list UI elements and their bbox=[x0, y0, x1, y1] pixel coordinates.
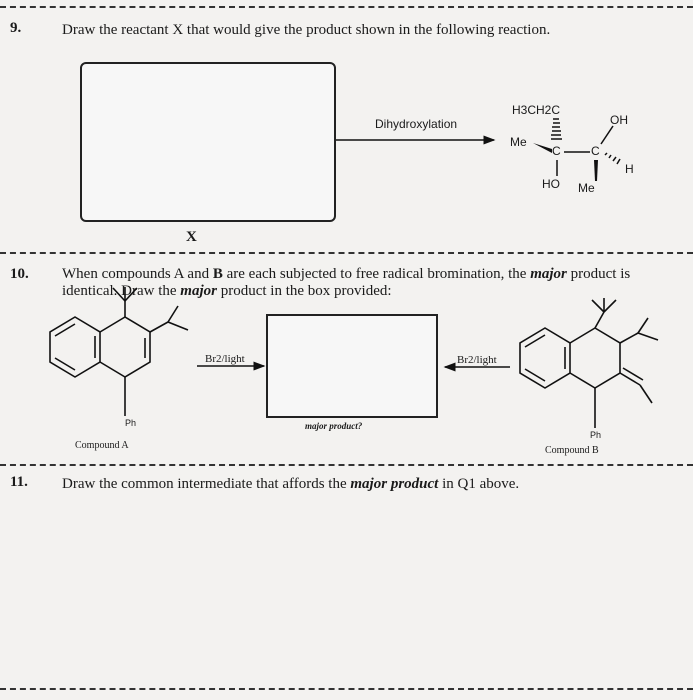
product-c1-label: C bbox=[552, 144, 561, 158]
reactant-x-label: X bbox=[186, 229, 197, 245]
q10-compound-a-letter: A bbox=[173, 266, 184, 282]
product-ho-label: HO bbox=[542, 177, 560, 191]
q11-text-part2: in Q1 above. bbox=[438, 476, 520, 492]
q10-text-part3: product is identical. Draw the bbox=[62, 266, 631, 299]
product-me-left-label: Me bbox=[510, 135, 527, 149]
product-c2-label: C bbox=[591, 144, 600, 158]
reagent-dihydroxylation: Dihydroxylation bbox=[375, 117, 458, 131]
major-product-caption: major product? bbox=[305, 421, 363, 431]
compound-a-structure bbox=[50, 287, 188, 416]
compound-a-ph-label: Ph bbox=[125, 418, 137, 428]
q10-major-word: major bbox=[530, 266, 567, 282]
compound-a-label: Compound A bbox=[75, 440, 129, 451]
question-9-number: 9. bbox=[10, 20, 22, 36]
compound-b-label: Compound B bbox=[545, 445, 599, 456]
question-10-number: 10. bbox=[10, 266, 29, 282]
product-oh-top-label: OH bbox=[610, 113, 628, 127]
product-me-bottom-label: Me bbox=[578, 181, 595, 195]
q11-text-part1: Draw the common intermediate that affords the bbox=[62, 476, 351, 492]
q9-product-bonds bbox=[533, 119, 620, 181]
q10-compound-b-letter: B bbox=[212, 266, 223, 282]
question-9-text: Draw the reactant X that would give the product shown in the following reaction. bbox=[62, 22, 551, 38]
question-11-number: 11. bbox=[10, 474, 28, 490]
reagent-br2-light-left: Br2/light bbox=[205, 353, 245, 365]
q10-text-and: and bbox=[183, 266, 213, 282]
q10-text-part2: are each subjected to free radical bromination, the bbox=[222, 266, 531, 282]
q10-major-word-2: major bbox=[180, 283, 217, 299]
compound-b-structure bbox=[520, 298, 658, 428]
product-ethyl-label: H3CH2C bbox=[512, 103, 561, 117]
product-h-label: H bbox=[625, 162, 634, 176]
q10-text-part1: When compounds bbox=[62, 266, 174, 282]
compound-b-ph-label: Ph bbox=[590, 430, 602, 440]
q10-text-part4: product in the box provided: bbox=[216, 283, 392, 299]
q11-major-product-phrase: major product bbox=[350, 476, 439, 492]
reagent-br2-light-right: Br2/light bbox=[457, 354, 497, 366]
